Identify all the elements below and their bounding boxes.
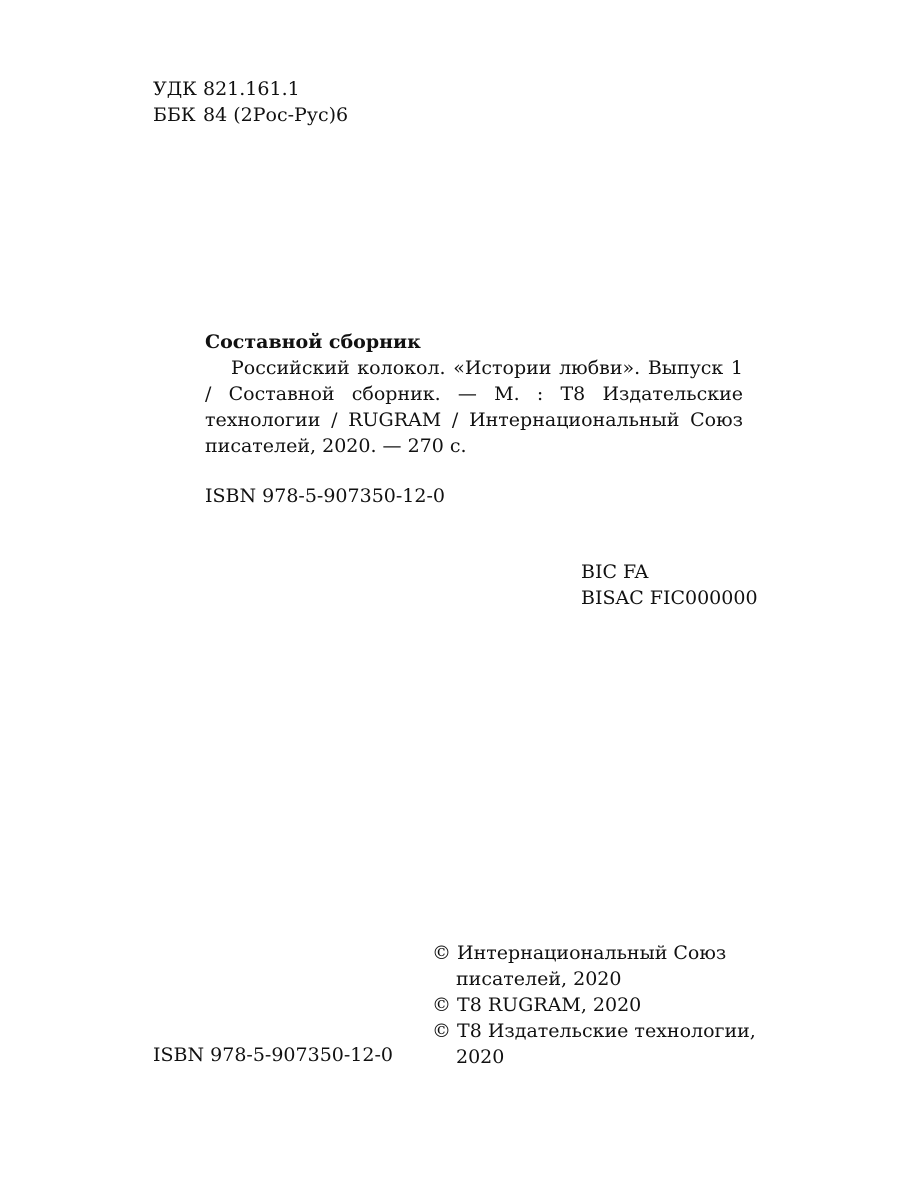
classification-codes [153,76,348,128]
bic-code: BIC FA [581,561,649,583]
bbk-row [153,102,348,128]
copyright-line: © Т8 Издательские технологии, 2020 [432,1020,756,1068]
bbk-value: 84 (2Рос-Рус)6 [203,104,349,126]
footer-isbn: ISBN 978-5-907350-12-0 [153,1044,393,1066]
copyright-line: © Интернациональный Союз писателей, 2020 [432,942,727,990]
bisac-code: BISAC FIC000000 [581,587,758,609]
bibliographic-annotation [205,329,743,509]
bbk-label: ББК [153,104,196,126]
annotation-heading: Составной сборник [205,331,421,353]
udk-row [153,76,348,102]
subject-codes [581,559,758,611]
udk-value: 821.161.1 [203,78,300,100]
annotation-body: Российский колокол. «Истории любви». Выпуск 1 / Составной сборник. — М. : Т8 Издательские технологии / RUGRAM / Интернациональный Союз писателей, 2020. — 270 с. [205,357,743,457]
udk-label: УДК [153,78,197,100]
copyright-line: © Т8 RUGRAM, 2020 [432,994,642,1016]
annotation-isbn: ISBN 978-5-907350-12-0 [205,485,445,507]
copyright-notices [432,940,762,1070]
